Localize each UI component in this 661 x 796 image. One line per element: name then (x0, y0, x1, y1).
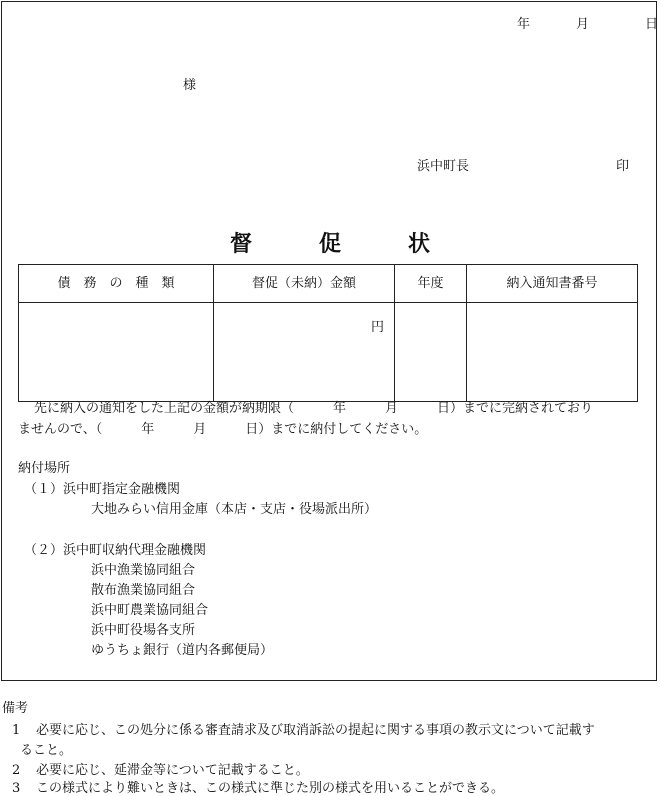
list-item: ゆうちょ銀行（道内各郵便局） (91, 643, 274, 658)
title-char-2: 促 (319, 231, 342, 257)
remark-1-number: 1 (12, 723, 21, 738)
seal-mark: 印 (616, 159, 630, 174)
header-fiscal-year: 年度 (395, 265, 467, 303)
remark-1-text: 必要に応じ、この処分に係る審査請求及び取消訴訟の提起に関する事項の教示文について記載す (36, 723, 595, 738)
payment-group-2-label: （２）浜中町収納代理金融機関 (24, 543, 207, 558)
debt-table (18, 264, 638, 402)
debt-type-cell (19, 303, 214, 402)
title-char-3: 状 (408, 231, 431, 257)
notice-line-1: 先に納入の通知をした上記の金額が納期限（ 年 月 日）までに完納されており (34, 401, 594, 416)
payment-places-heading: 納付場所 (18, 461, 71, 476)
fiscal-year-cell (395, 303, 467, 402)
list-item: 浜中漁業協同組合 (91, 563, 196, 578)
list-item: 浜中町農業協同組合 (91, 603, 209, 618)
date-month-label: 月 (576, 17, 590, 32)
sender-title: 浜中町長 (417, 159, 470, 174)
addressee-suffix: 様 (183, 78, 197, 93)
list-item: 浜中町役場各支所 (91, 623, 196, 638)
table-header-row (19, 265, 638, 303)
header-amount: 督促（未納）金額 (214, 265, 395, 303)
list-item: 散布漁業協同組合 (91, 583, 196, 598)
header-debt-type: 債 務 の 種 類 (19, 265, 214, 303)
date-day-label: 日 (645, 17, 659, 32)
title-char-1: 督 (230, 231, 253, 257)
table-row (19, 303, 638, 402)
header-notice-number: 納入通知書番号 (467, 265, 638, 303)
remark-2-text: 必要に応じ、延滞金等について記載すること。 (36, 763, 309, 778)
notice-number-cell (467, 303, 638, 402)
date-year-label: 年 (517, 17, 531, 32)
payment-group-1-label: （１）浜中町指定金融機関 (24, 482, 181, 497)
remark-2-number: 2 (12, 763, 21, 778)
payment-group-1-item: 大地みらい信用金庫（本店・支店・役場派出所） (91, 502, 378, 517)
remark-3-text: この様式により難いときは、この様式に準じた別の様式を用いることができる。 (36, 781, 505, 796)
yen-unit: 円 (370, 320, 384, 335)
notice-line-2: ませんので、（ 年 月 日）までに納付してください。 (18, 422, 428, 437)
amount-cell (214, 303, 395, 402)
remarks-heading: 備考 (2, 701, 29, 716)
remark-1-continuation: ること。 (20, 743, 73, 758)
remark-3-number: 3 (12, 781, 21, 796)
